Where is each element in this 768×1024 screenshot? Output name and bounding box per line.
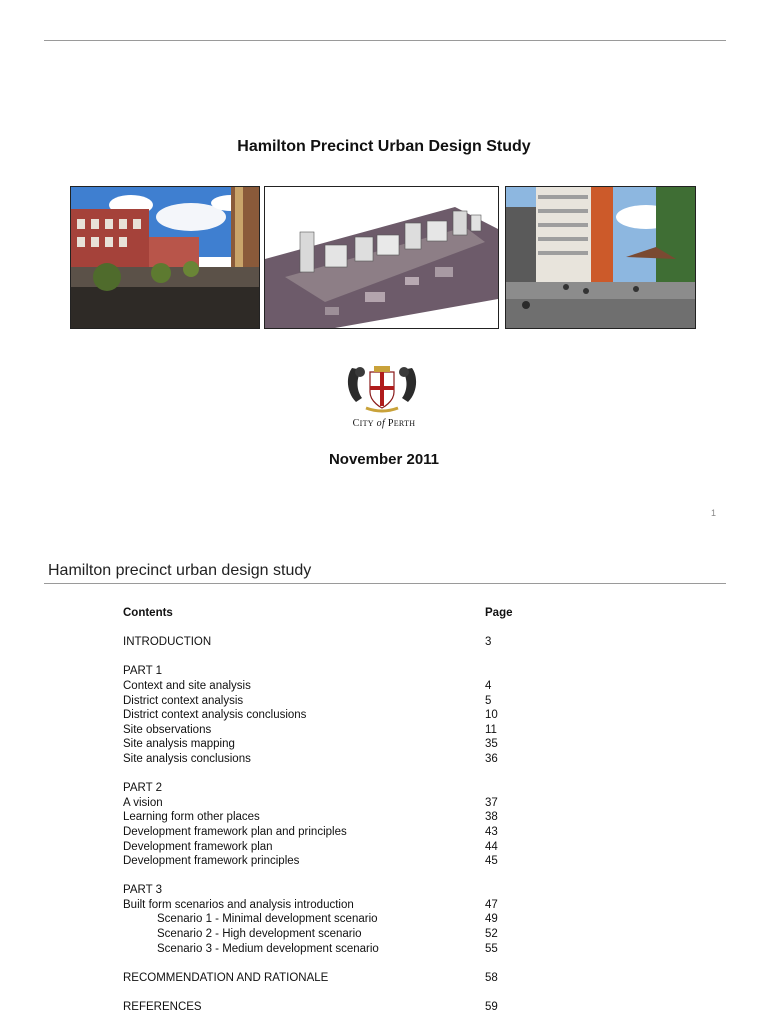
street-photo [70,186,260,329]
plaza-photo [505,186,696,329]
toc-entry-label: INTRODUCTION [123,636,212,649]
toc-entry-label: PART 3 [123,884,162,897]
toc-entry-page: 49 [485,913,498,926]
publication-date: November 2011 [328,451,440,468]
massing-model-image [264,186,499,329]
toc-entry-page: 47 [485,898,498,911]
toc-entry-label: PART 2 [123,782,162,795]
toc-entry-page: 58 [485,971,498,984]
toc-entry-page: 45 [485,855,498,868]
toc-entry-page: 5 [485,694,492,707]
page-header: Hamilton precinct urban design study [48,562,312,579]
toc-entry-label: District context analysis conclusions [123,709,307,722]
toc-entry-label: Development framework principles [123,855,300,868]
toc-entry-page: 11 [485,723,497,736]
toc-entry-page: 55 [485,942,498,955]
toc-entry-page: 38 [485,811,498,824]
page-number: 1 [711,508,717,518]
toc-entry-label: RECOMMENDATION AND RATIONALE [123,971,329,984]
toc-entry-label: A vision [123,796,163,809]
toc-entry-page: 35 [485,738,498,751]
top-rule [44,40,726,41]
toc-entry-label: Site analysis mapping [123,738,235,751]
toc-entry-label: PART 1 [123,665,162,678]
toc-entry-page: 59 [485,1001,498,1014]
toc-entry-label: Development framework plan [123,840,273,853]
header-rule [44,583,726,584]
city-of-perth-logo-text: CITY of PERTH [352,418,416,429]
toc-entry-label: Scenario 2 - High development scenario [157,928,362,941]
toc-entry-label: Scenario 3 - Medium development scenario [157,942,379,955]
toc-entry-label: Built form scenarios and analysis introduction [123,898,354,911]
toc-entry-page: 43 [485,825,498,838]
toc-entry-page: 10 [485,709,498,722]
cover-photo-strip [70,186,696,329]
toc-entry-page: 37 [485,796,498,809]
city-of-perth-crest-icon [344,362,420,414]
toc-entry-page: 44 [485,840,498,853]
toc-entry-label: Learning form other places [123,811,260,824]
toc-entry-label: Development framework plan and principles [123,825,347,838]
page-heading: Page [485,607,513,619]
toc-entry-label: REFERENCES [123,1001,202,1014]
contents-heading: Contents [123,607,173,619]
document-title: Hamilton Precinct Urban Design Study [237,138,531,155]
toc-entry-page: 4 [485,679,492,692]
toc-entry-page: 52 [485,928,498,941]
toc-entry-label: District context analysis [123,694,244,707]
toc-entry-page: 3 [485,636,492,649]
toc-entry-label: Context and site analysis [123,679,251,692]
toc-entry-label: Site observations [123,723,212,736]
toc-entry-page: 36 [485,752,498,765]
toc-entry-label: Site analysis conclusions [123,752,251,765]
toc-entry-label: Scenario 1 - Minimal development scenario [157,913,378,926]
